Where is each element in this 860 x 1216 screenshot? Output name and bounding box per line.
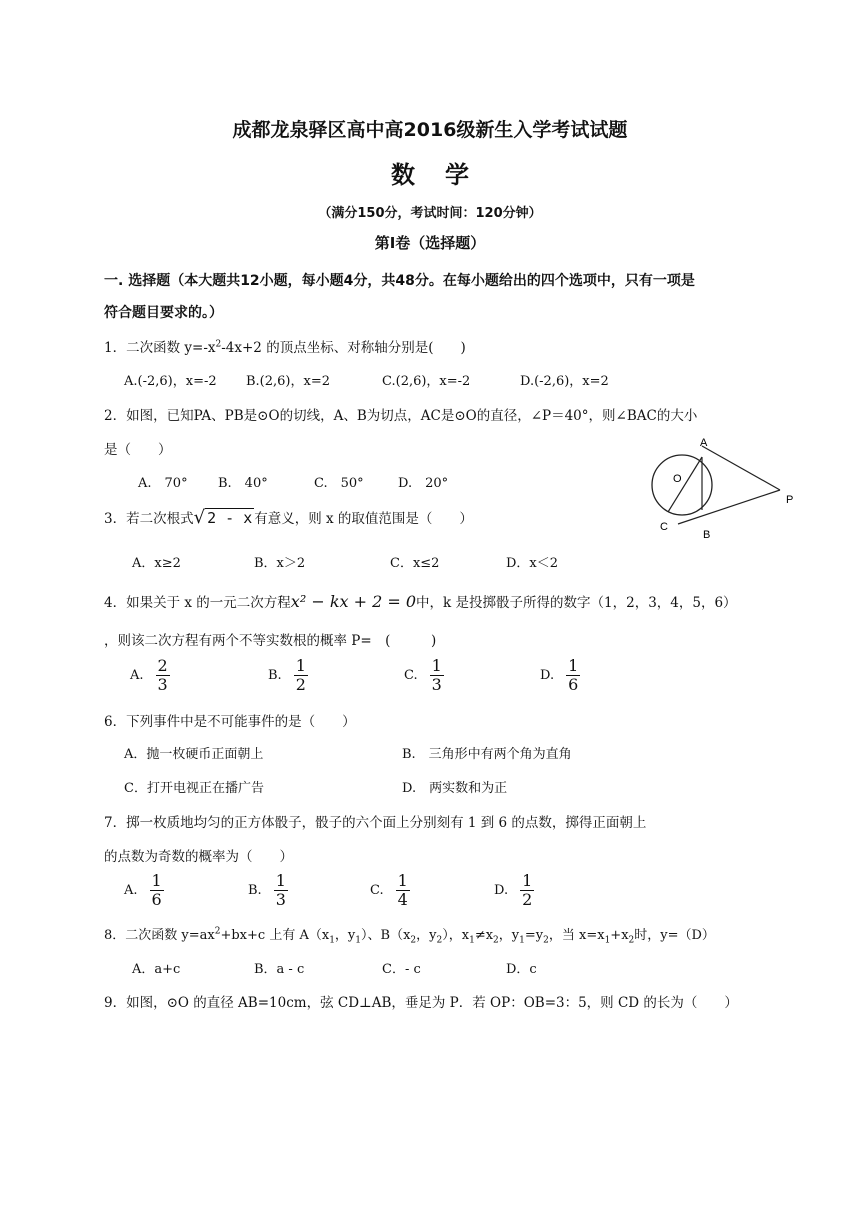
question-7-option-d (494, 872, 534, 909)
section-instructions-line2: 符合题目要求的。） (104, 305, 223, 321)
question-4-line1 (104, 591, 737, 611)
radical-expression (194, 507, 255, 528)
question-8-option-d: D．c (506, 962, 537, 977)
question-1-post: -4x+2 的顶点坐标、对称轴分别是( ) (221, 340, 466, 356)
question-2-option-d: D. 20° (398, 476, 449, 491)
question-6-option-b: B. 三角形中有两个角为直角 (402, 747, 572, 762)
question-1-option-a: A.(-2,6)，x=-2 (124, 374, 217, 389)
question-7-line2: 的点数为奇数的概率为（ ） (104, 849, 293, 865)
circle-o (652, 455, 712, 515)
denominator: 4 (397, 890, 408, 909)
denominator: 3 (431, 675, 442, 694)
numerator: 1 (295, 656, 306, 675)
label-o: O (673, 473, 682, 485)
question-7-line1: 7．掷一枚质地均匀的正方体骰子，骰子的六个面上分别刻有 1 到 6 的点数，掷得正面朝上 (104, 815, 647, 831)
numerator: 1 (275, 871, 286, 890)
sqrt-icon: √ (193, 507, 206, 528)
label-b: B (703, 529, 711, 541)
question-6-option-d: D. 两实数和为正 (402, 781, 508, 796)
question-6-option-a: A．抛一枚硬币正面朝上 (124, 747, 264, 762)
q8-sub: 1 (355, 935, 362, 946)
q8-sub: 1 (329, 935, 335, 946)
exam-info: （满分150分，考试时间：120分钟） (318, 206, 542, 221)
question-1-option-c: C.(2,6)，x=-2 (382, 374, 471, 389)
part-title: 第Ⅰ卷（选择题） (374, 234, 486, 252)
fraction (150, 872, 164, 909)
question-1-option-d: D.(-2,6)，x=2 (520, 374, 609, 389)
numerator: 1 (431, 656, 442, 675)
fraction (156, 657, 170, 694)
option-label: B. (268, 668, 282, 683)
question-4-pre: 4．如果关于 x 的一元二次方程 (104, 595, 291, 611)
question-2-line2: 是（ ） (104, 442, 172, 458)
option-label: A. (124, 883, 138, 898)
question-4-option-c (404, 657, 444, 694)
question-4-post: 中，k 是投掷骰子所得的数字（1，2，3，4，5，6） (416, 595, 737, 611)
label-c: C (660, 521, 668, 533)
q8-sub: 2 (436, 935, 443, 946)
question-2-option-b: B. 40° (218, 476, 268, 491)
question-3 (104, 507, 473, 528)
question-7-option-b (248, 872, 288, 909)
question-2-option-c: C. 50° (314, 476, 364, 491)
denominator: 3 (275, 890, 286, 909)
denominator: 3 (157, 675, 168, 694)
q8-sub: 2 (410, 935, 417, 946)
denominator: 6 (568, 675, 579, 694)
q8-sub: 2 (493, 935, 499, 946)
numerator: 1 (397, 871, 408, 890)
q8-text: 时，y=（D） (634, 928, 715, 943)
q8-text: ，y (416, 928, 437, 943)
tangent-circle-figure (640, 430, 810, 550)
option-label: A. (130, 668, 144, 683)
fraction (520, 872, 534, 909)
question-1-option-b: B.(2,6)，x=2 (246, 374, 330, 389)
section-instructions-line1: 一. 选择题（本大题共12小题，每小题4分，共48分。在每小题给出的四个选项中，只有一项是 (104, 273, 695, 289)
question-4-line2: ，则该二次方程有两个不等实数根的概率 P= ( ) (104, 633, 437, 649)
fraction (294, 657, 308, 694)
denominator: 2 (295, 675, 306, 694)
question-8-option-a: A．a+c (132, 962, 181, 977)
fraction (430, 657, 444, 694)
denominator: 6 (151, 890, 162, 909)
option-label: C. (404, 668, 418, 683)
question-7-option-a (124, 872, 164, 909)
option-label: D. (494, 883, 509, 898)
question-6-option-c: C．打开电视正在播广告 (124, 781, 264, 796)
question-2-option-a: A. 70° (138, 476, 188, 491)
q8-sub: 2 (628, 935, 635, 946)
question-8 (104, 924, 715, 946)
q8-text: =y (524, 928, 544, 943)
question-7-option-c (370, 872, 410, 909)
option-label: D. (540, 668, 555, 683)
fraction (396, 872, 410, 909)
question-6: 6．下列事件中是不可能事件的是（ ） (104, 714, 356, 730)
question-2-line1: 2．如图，已知PA、PB是⊙O的切线，A、B为切点，AC是⊙O的直径，∠P＝40°，则∠BAC的大小 (104, 408, 698, 424)
q8-text: +x (610, 928, 629, 943)
question-1 (104, 336, 466, 356)
question-8-option-b: B．a - c (254, 962, 305, 977)
exam-title: 成都龙泉驿区高中高2016级新生入学考试试题 (232, 119, 628, 141)
question-9: 9．如图，⊙O 的直径 AB=10cm，弦 CD⊥AB，垂足为 P．若 OP：OB=3：5，则 CD 的长为（ ） (104, 995, 738, 1011)
q8-text: ，y (498, 928, 520, 943)
numerator: 1 (522, 871, 533, 890)
q8-sub: 2 (543, 935, 549, 946)
q8-text: ），x (442, 928, 470, 943)
q8-text: ，当 x=x (548, 928, 605, 943)
q8-sub: 1 (469, 935, 475, 946)
q8-sup: 2 (214, 926, 221, 937)
numerator: 1 (568, 656, 579, 675)
q8-text: +bx+c 上有 A（x (220, 928, 330, 943)
question-1-pre: 1．二次函数 y=-x (104, 340, 216, 356)
subject-title: 数学 (391, 161, 499, 189)
q8-text: ≠x (474, 928, 494, 943)
q8-text: 8．二次函数 y=ax (104, 928, 215, 943)
tangent-pa (702, 446, 780, 490)
denominator: 2 (522, 890, 533, 909)
question-3-option-a: A．x≥2 (132, 556, 181, 571)
numerator: 2 (157, 656, 168, 675)
q8-sub: 1 (604, 935, 611, 946)
radicand: 2 - x (207, 509, 253, 527)
option-label: B. (248, 883, 262, 898)
option-label: C. (370, 883, 384, 898)
question-3-option-d: D．x＜2 (506, 556, 559, 571)
fraction (274, 872, 288, 909)
fraction (566, 657, 580, 694)
question-3-pre: 3．若二次根式 (104, 511, 194, 527)
q8-text: ，y (334, 928, 356, 943)
question-4-option-a (130, 657, 170, 694)
quadratic-equation: x² − kx + 2 = 0 (290, 592, 417, 611)
question-1-sup: 2 (215, 339, 222, 350)
question-4-option-d (540, 657, 580, 694)
label-a: A (700, 437, 708, 449)
question-8-option-c: C．- c (382, 962, 421, 977)
question-3-post: 有意义，则 x 的取值范围是（ ） (254, 511, 473, 527)
question-3-option-b: B．x＞2 (254, 556, 306, 571)
tangent-pb (678, 490, 780, 524)
q8-text: ）、B（x (361, 928, 411, 943)
q8-sub: 1 (519, 935, 525, 946)
question-3-option-c: C．x≤2 (390, 556, 440, 571)
label-p: P (786, 494, 794, 506)
question-4-option-b (268, 657, 308, 694)
numerator: 1 (151, 871, 162, 890)
